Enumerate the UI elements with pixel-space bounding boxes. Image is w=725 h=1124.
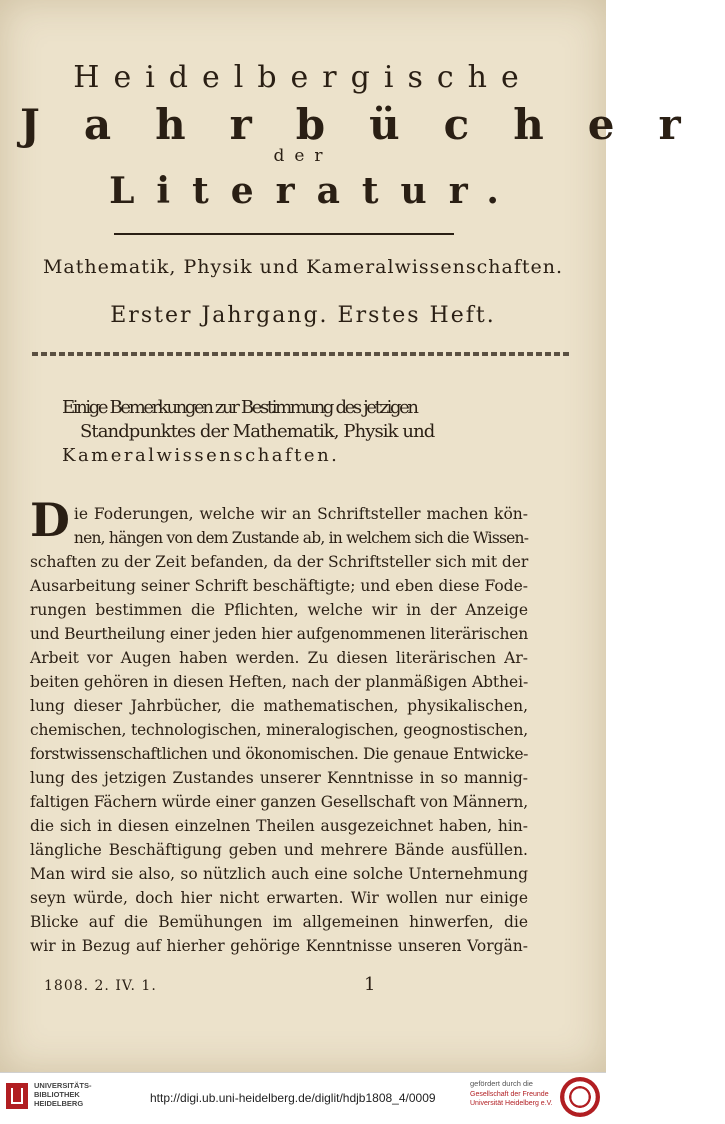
article-heading-line: Einige Bemerkungen zur Bestimmung des jetzigen: [62, 397, 417, 418]
body-line: beiten gehören in diesen Heften, nach der planmäßigen Abthei-: [30, 673, 529, 691]
body-line: Ausarbeitung seiner Schrift beschäftigte; und eben diese Fode-: [30, 577, 529, 595]
university-seal-icon[interactable]: [560, 1077, 600, 1117]
article-heading: [62, 396, 532, 468]
body-line: längliche Beschäftigung geben und mehrere Bände ausfüllen.: [30, 841, 528, 859]
permalink-url[interactable]: http://digi.ub.uni-heidelberg.de/diglit/hdjb1808_4/0009: [150, 1091, 436, 1105]
body-line: wir in Bezug auf hierher gehörige Kenntnisse unseren Vorgän-: [30, 937, 528, 955]
body-line: Man wird sie also, so nützlich auch eine solche Unternehmung: [30, 865, 528, 883]
body-line: lung dieser Jahrbücher, die mathematischen, physikalischen,: [30, 697, 528, 715]
drop-cap: D: [30, 493, 70, 547]
section-title: Mathematik, Physik und Kameralwissenschaften.: [42, 256, 564, 278]
body-line: die sich in diesen einzelnen Theilen ausgezeichnet haben, hin-: [30, 817, 528, 835]
body-line: Blicke auf die Bemühungen im allgemeinen hinwerfen, die: [30, 913, 528, 931]
journal-title-line4: Literatur.: [109, 170, 521, 212]
volume-title: Erster Jahrgang. Erstes Heft.: [110, 303, 496, 328]
logo-text-line: HEIDELBERG: [34, 1099, 84, 1108]
body-line: ie Foderungen, welche wir an Schriftsteller machen kön-: [73, 505, 528, 523]
title-rule: [114, 233, 454, 235]
body-line: nen, hängen von dem Zustande ab, in welchem sich die Wissen-: [73, 529, 529, 547]
funded-by-label: gefördert durch die: [470, 1079, 533, 1088]
ornament-divider: [32, 349, 572, 359]
body-line: und Beurtheilung einer jeden hier aufgenommenen literärischen: [30, 625, 529, 643]
journal-title-line1: Heidelbergische: [73, 60, 533, 95]
library-logo-icon[interactable]: [6, 1083, 28, 1109]
viewer-footer-bar: [0, 1072, 606, 1124]
body-line: chemischen, technologischen, mineralogischen, geognostischen,: [30, 721, 529, 739]
body-line: lung des jetzigen Zustandes unserer Kenntnisse in so mannig-: [30, 769, 528, 787]
journal-title-line3: der: [273, 146, 333, 166]
body-line: Arbeit vor Augen haben werden. Zu diesen literärischen Ar-: [30, 649, 528, 667]
society-line: Universität Heidelberg e.V.: [470, 1099, 553, 1107]
body-line: schaften zu der Zeit befanden, da der Schriftsteller sich mit der: [30, 553, 529, 571]
logo-text-line: UNIVERSITÄTS-: [34, 1081, 92, 1090]
article-heading-line: Standpunktes der Mathematik, Physik und: [80, 421, 435, 442]
article-heading-line: Kameralwissenschaften.: [62, 445, 340, 466]
body-line: rungen bestimmen die Pflichten, welche wir in der Anzeige: [30, 601, 528, 619]
logo-text-line: BIBLIOTHEK: [34, 1090, 80, 1099]
page-number: 1: [364, 974, 376, 995]
body-line: faltigen Fächern würde einer ganzen Gesellschaft von Männern,: [30, 793, 528, 811]
article-body: [30, 493, 529, 958]
society-name[interactable]: [470, 1091, 553, 1108]
journal-title-line2: Jahrbücher: [20, 100, 725, 149]
printer-signature: 1808. 2. IV. 1.: [44, 978, 157, 994]
body-line: seyn würde, doch hier nicht erwarten. Wir wollen nur einige: [30, 889, 528, 907]
library-logo-text[interactable]: [34, 1081, 92, 1108]
society-line: Gesellschaft der Freunde: [470, 1091, 549, 1098]
body-line: forstwissenschaftlichen und ökonomischen. Die genaue Entwicke-: [30, 745, 529, 763]
